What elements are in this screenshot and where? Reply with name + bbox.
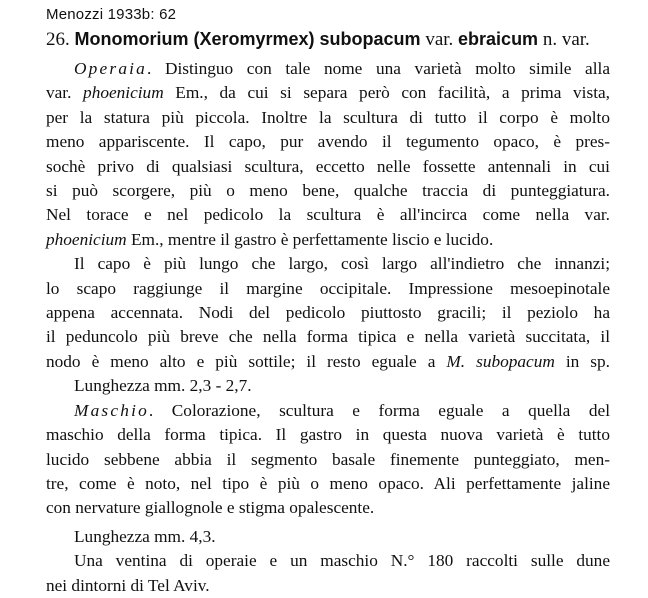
description-body [46, 57, 610, 598]
text-line [46, 325, 610, 349]
text-run: Em., da cui si separa però con facilità, a prima vista, [163, 83, 610, 103]
text-line [46, 130, 610, 154]
text-line [46, 496, 610, 520]
text-run: per la statura più piccola. Inoltre la scultura di tutto il corpo è molto [46, 107, 610, 127]
text-run: tre, come è noto, nel tipo è più o meno opaco. Ali perfettamente jaline [46, 473, 610, 493]
text-line [46, 574, 610, 598]
variety-prefix: var. [425, 29, 454, 50]
text-run: meno appariscente. Il capo, pur avendo il tegumento opaco, è pres- [46, 132, 610, 152]
species-heading [46, 29, 590, 51]
text-line [46, 549, 610, 573]
text-line [46, 448, 610, 472]
text-line [46, 277, 610, 301]
text-run: Nel torace e nel pedicolo la scultura è all'incirca come nella var. [46, 205, 610, 225]
text-run: il peduncolo più breve che nella forma tipica e nella varietà succitata, il [46, 327, 610, 347]
italic-text: phoenicium [46, 229, 127, 249]
text-run: lo scapo raggiunge il margine occipitale. Impressione mesoepinotale [46, 278, 610, 298]
italic-text: Operaia [74, 59, 147, 78]
text-line [46, 374, 610, 398]
text-line [46, 179, 610, 203]
citation-header: Menozzi 1933b: 62 [46, 6, 177, 23]
text-run: Em., mentre il gastro è perfettamente liscio e lucido. [126, 229, 494, 249]
text-run: Il capo è più lungo che largo, così largo all'indietro che innanzi; [74, 254, 610, 274]
text-run: maschio della forma tipica. Il gastro in questa nuova varietà è tutto [46, 425, 610, 445]
variety-name: ebraicum [458, 29, 539, 49]
text-run: con nervature giallognole e stigma opalescente. [46, 498, 375, 518]
text-run: appena accennata. Nodi del pedicolo piuttosto gracili; il peziolo ha [46, 303, 610, 323]
species-name: Monomorium (Xeromyrmex) subopacum [74, 29, 421, 49]
text-run: nodo è meno alto e più sottile; il resto eguale a [46, 351, 447, 371]
text-line [46, 57, 610, 81]
text-run: Una ventina di operaie e un maschio N.° 180 raccolti sulle dune [74, 551, 610, 571]
text-run: sochè privo di qualsiasi scultura, eccetto nelle fossette antennali in cui [46, 156, 610, 176]
text-run: var. [46, 83, 84, 103]
text-line [46, 155, 610, 179]
species-number: 26. [46, 29, 70, 50]
italic-text: Maschio [74, 400, 149, 420]
text-line [46, 350, 610, 374]
italic-text: M. subopacum [446, 351, 555, 371]
new-variety-note: n. var. [542, 29, 590, 50]
text-line [46, 203, 610, 227]
text-run: nei dintorni di Tel Aviv. [46, 575, 210, 595]
text-run: in sp. [554, 351, 610, 371]
italic-text: phoenicium [83, 83, 164, 103]
text-line [46, 301, 610, 325]
text-run: Lunghezza mm. 2,3 - 2,7. [74, 376, 252, 396]
text-line [46, 81, 610, 105]
text-line [46, 252, 610, 276]
text-run: si può scorgere, più o meno bene, qualche traccia di punteggiatura. [46, 181, 610, 201]
text-line [46, 423, 610, 447]
text-run: . Colorazione, scultura e forma eguale a quella del [148, 400, 610, 420]
text-run: lucido sebbene abbia il segmento basale finemente punteggiato, men- [46, 449, 610, 469]
text-line [46, 525, 610, 549]
text-line [46, 228, 610, 252]
text-run: . Distinguo con tale nome una varietà molto simile alla [147, 59, 610, 78]
text-line [46, 399, 610, 423]
text-line [46, 472, 610, 496]
text-line [46, 106, 610, 130]
text-run: Lunghezza mm. 4,3. [74, 526, 216, 546]
